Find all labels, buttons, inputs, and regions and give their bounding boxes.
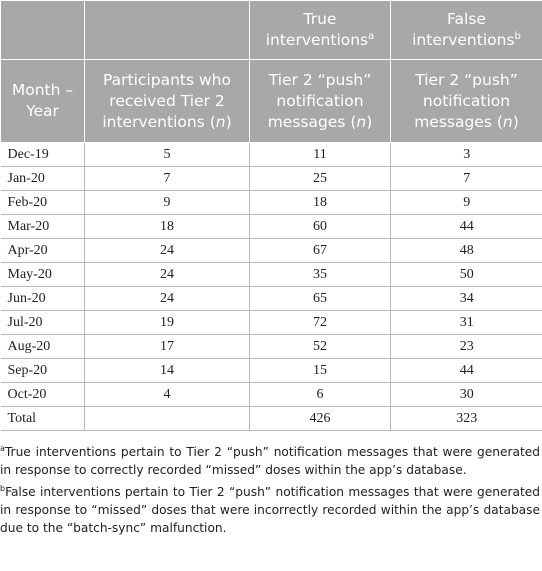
header-false-interventions: False interventions$^b$ [391,1,542,60]
footnote-mark-b: b [514,31,521,42]
cell-false-messages: 44 [391,359,542,383]
cell-true-messages: 15 [250,359,391,383]
total-row [1,407,542,431]
cell-participants: 14 [85,359,250,383]
cell-false-messages: 48 [391,239,542,263]
cell-true-messages: 60 [250,215,391,239]
cell-participants: 7 [85,167,250,191]
cell-false-messages: 34 [391,287,542,311]
cell-month: Sep-20 [1,359,85,383]
cell-false-messages: 31 [391,311,542,335]
cell-false-messages-total: 323 [391,407,542,431]
cell-true-messages: 35 [250,263,391,287]
table-row [1,167,542,191]
footnotes [0,443,540,541]
footnote-b: $^b$False interventions pertain to Tier 2 “push” notification messages that were generated in response to “missed” doses that were incorrectly recorded within the app’s database due to the “batch-sync” malfunction. [0,484,540,535]
cell-false-messages: 9 [391,191,542,215]
cell-total-label: Total [1,407,85,431]
cell-month: Dec-19 [1,143,85,167]
cell-true-messages-total: 426 [250,407,391,431]
footnote-mark-b: b [0,484,6,493]
cell-participants: 19 [85,311,250,335]
cell-participants: 24 [85,287,250,311]
table-row [1,143,542,167]
cell-month: May-20 [1,263,85,287]
cell-participants: 9 [85,191,250,215]
table-row [1,239,542,263]
cell-false-messages: 30 [391,383,542,407]
table-row [1,359,542,383]
table-row [1,335,542,359]
cell-participants: 5 [85,143,250,167]
table-row [1,311,542,335]
column-header-participants: Participants who received Tier 2 interventions (n) [85,60,250,143]
cell-month: Aug-20 [1,335,85,359]
cell-month: Apr-20 [1,239,85,263]
cell-false-messages: 50 [391,263,542,287]
header-blank-cell [1,1,85,60]
column-header-false-messages: Tier 2 “push” notification messages (n) [391,60,542,143]
cell-participants: 17 [85,335,250,359]
cell-true-messages: 18 [250,191,391,215]
cell-month: Jan-20 [1,167,85,191]
cell-participants: 24 [85,239,250,263]
cell-true-messages: 25 [250,167,391,191]
cell-true-messages: 6 [250,383,391,407]
table-row [1,263,542,287]
cell-participants [85,407,250,431]
footnote-mark-a: a [368,31,375,42]
cell-false-messages: 44 [391,215,542,239]
cell-participants: 4 [85,383,250,407]
cell-month: Jul-20 [1,311,85,335]
footnote-mark-a: a [0,444,5,453]
cell-month: Feb-20 [1,191,85,215]
cell-false-messages: 23 [391,335,542,359]
column-header-month: Month – Year [1,60,85,143]
table-row [1,287,542,311]
cell-month: Mar-20 [1,215,85,239]
cell-false-messages: 3 [391,143,542,167]
cell-true-messages: 11 [250,143,391,167]
header-blank-cell [85,1,250,60]
table-row [1,383,542,407]
header-true-interventions: True interventions$^a$ [250,1,391,60]
cell-true-messages: 72 [250,311,391,335]
cell-month: Jun-20 [1,287,85,311]
column-header-true-messages: Tier 2 “push” notification messages (n) [250,60,391,143]
cell-participants: 18 [85,215,250,239]
footnote-a: $^a$True interventions pertain to Tier 2 “push” notification messages that were generated in response to correctly recorded “missed” doses within the app’s database. [0,444,540,477]
cell-participants: 24 [85,263,250,287]
table-row [1,191,542,215]
header-group-row [1,1,542,60]
cell-true-messages: 52 [250,335,391,359]
cell-true-messages: 65 [250,287,391,311]
cell-true-messages: 67 [250,239,391,263]
cell-month: Oct-20 [1,383,85,407]
table-row [1,215,542,239]
header-column-row [1,60,542,143]
cell-false-messages: 7 [391,167,542,191]
